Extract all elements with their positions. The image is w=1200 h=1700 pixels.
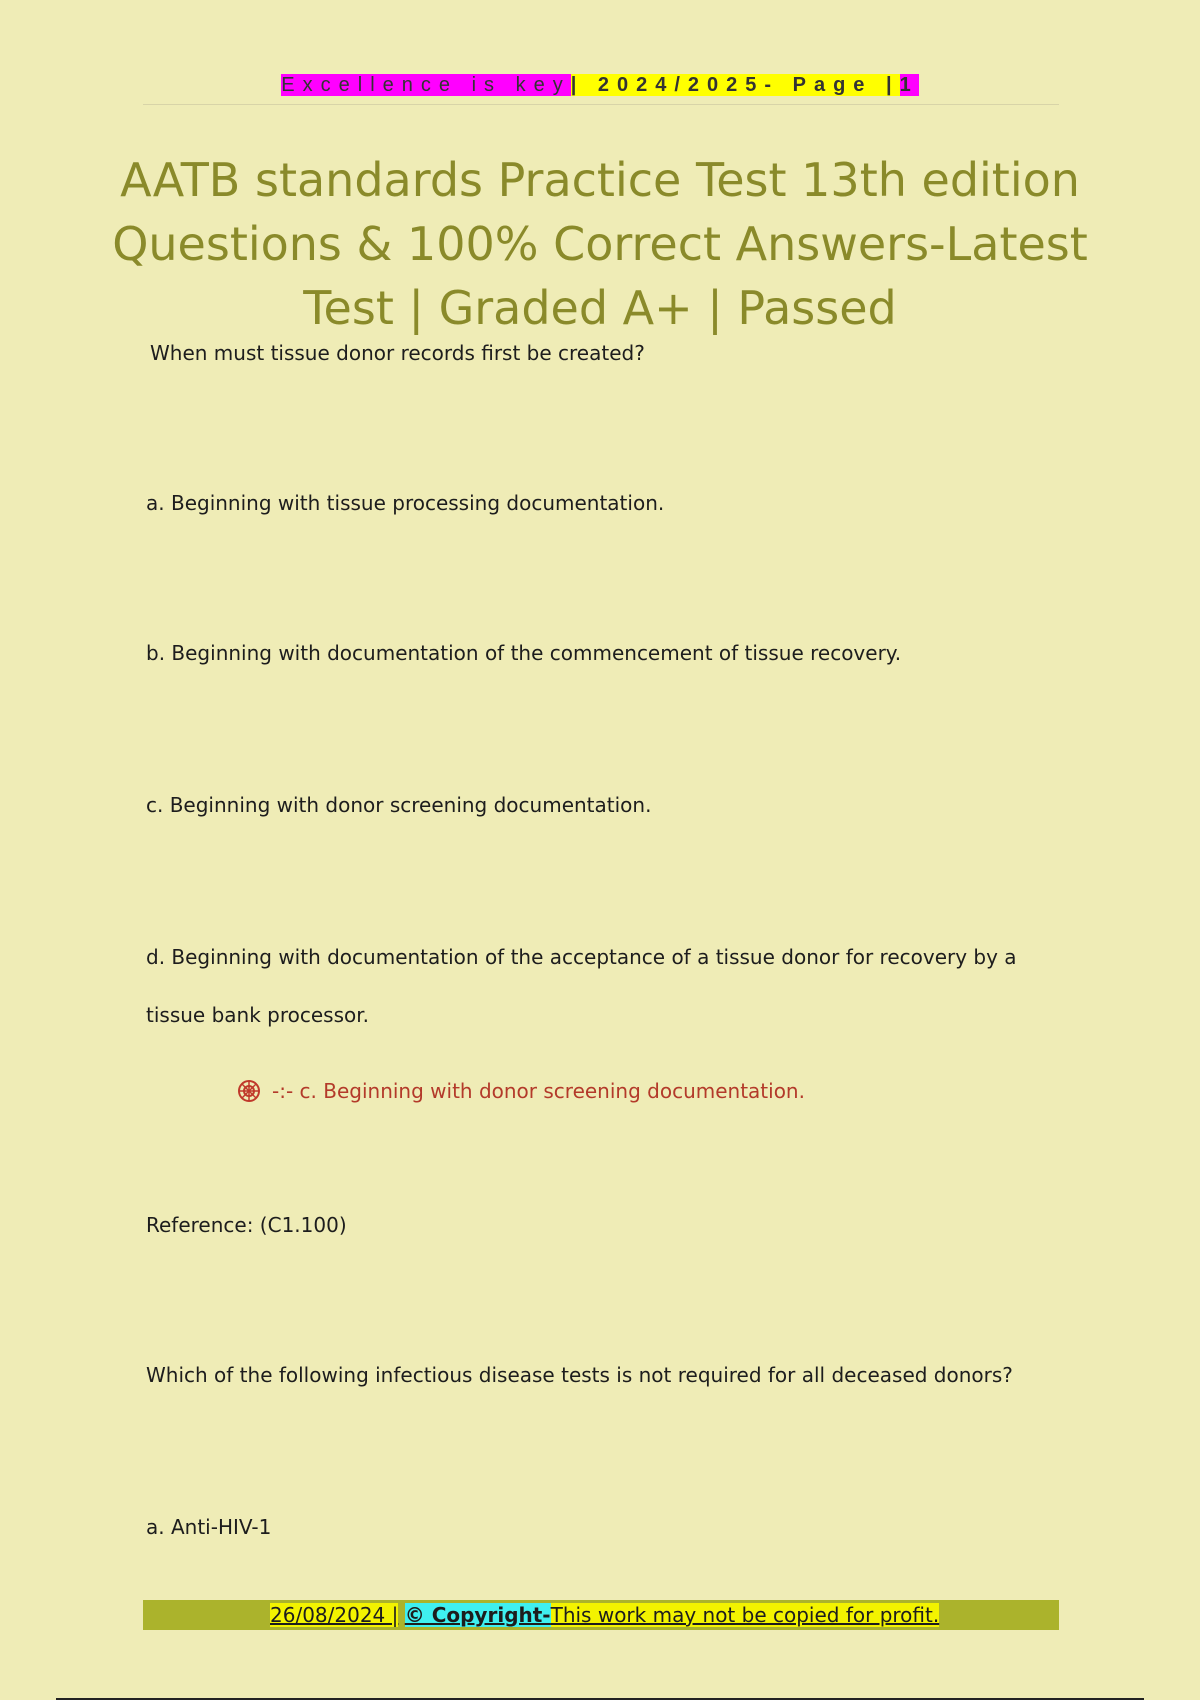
question-1-option-d: d. Beginning with documentation of the acceptance of a tissue donor for recovery by a — [146, 945, 1017, 969]
question-1-reference: Reference: (C1.100) — [146, 1213, 347, 1237]
footer-copyright: © Copyright- — [404, 1603, 551, 1627]
header-page-label: - Page | — [764, 74, 900, 96]
question-2-prompt: Which of the following infectious disease tests is not required for all deceased donors? — [146, 1363, 1013, 1387]
question-1-option-b: b. Beginning with documentation of the commencement of tissue recovery. — [146, 641, 902, 665]
footer-date: 26/08/2024 | — [270, 1603, 399, 1627]
page-footer — [270, 1600, 939, 1630]
header-page-number: 1 — [899, 74, 919, 96]
question-1-answer-text: -:- c. Beginning with donor screening documentation. — [272, 1079, 805, 1103]
question-1-option-c: c. Beginning with donor screening documentation. — [146, 793, 652, 817]
question-1-prompt: When must tissue donor records first be created? — [150, 341, 645, 365]
question-2-option-a: a. Anti-HIV-1 — [146, 1515, 272, 1539]
header-year: | 2024/2025 — [570, 74, 765, 96]
header-divider — [143, 104, 1059, 105]
footer-notice: This work may not be copied for profit. — [550, 1603, 940, 1627]
question-1-answer — [238, 1076, 805, 1106]
header-tagline: Excellence is key — [281, 74, 571, 96]
document-title: AATB standards Practice Test 13th edition Questions & 100% Correct Answers-Latest Test | Graded A+ | Passed — [112, 153, 1088, 335]
page-header — [0, 70, 1200, 100]
badge-icon — [238, 1080, 260, 1102]
question-1-option-a: a. Beginning with tissue processing documentation. — [146, 491, 665, 515]
question-1-option-d-continued: tissue bank processor. — [146, 1003, 369, 1027]
